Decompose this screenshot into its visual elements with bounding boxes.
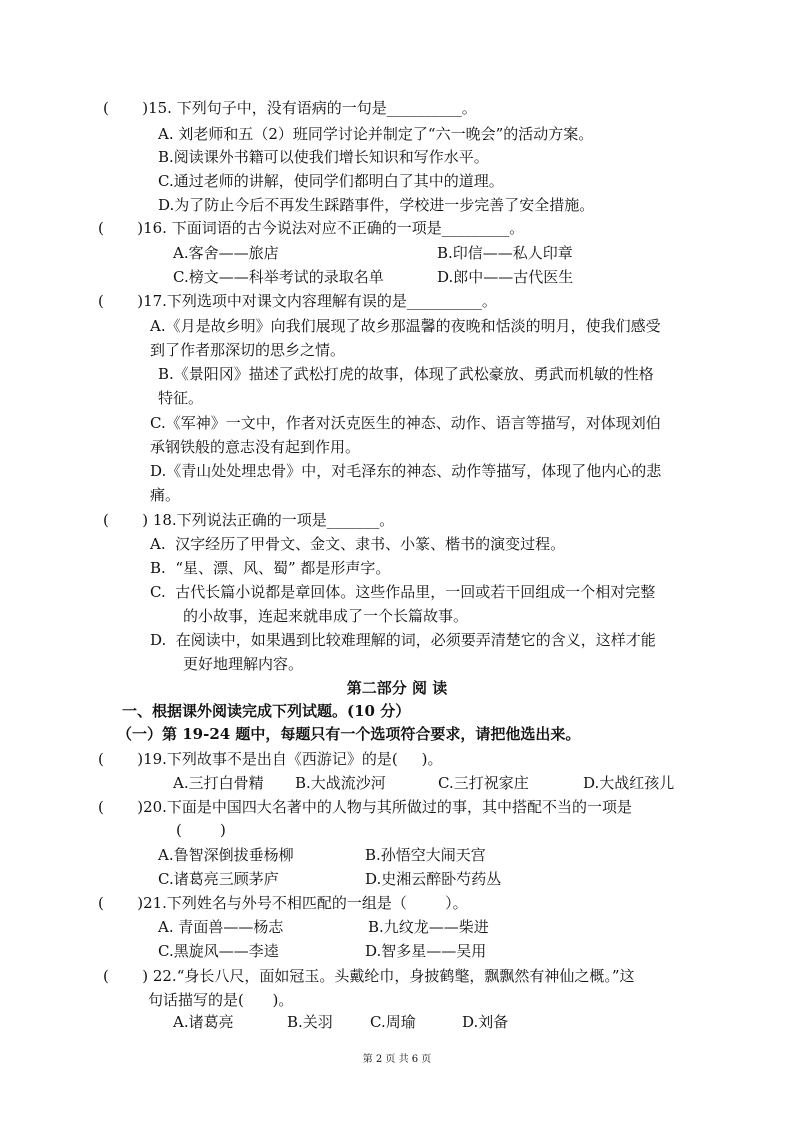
q15-option-b: B.阅读课外书籍可以使我们增长知识和写作水平。 (158, 148, 489, 166)
q18-option-d: D. 在阅读中，如果遇到比较难理解的词，必须要弄清楚它的含义，这样才能 (150, 631, 656, 649)
q22-stem-cont: 句话描写的是( )。 (148, 991, 294, 1009)
q15-option-d: D.为了防止今后不再发生踩踏事件，学校进一步完善了安全措施。 (158, 196, 595, 214)
q21-option-a: A. 青面兽——杨志 (158, 918, 284, 936)
q18-option-c-cont: 的小故事，连起来就串成了一个长篇故事。 (183, 607, 469, 625)
q22-option-c: C.周瑜 (370, 1013, 416, 1031)
q19-option-b: B.大战流沙河 (295, 774, 386, 792)
q17-option-c: C.《军神》一文中，作者对沃克医生的神态、动作、语言等描写，对体现刘伯 (150, 414, 661, 432)
q15-option-a: A. 刘老师和五（2）班同学讨论并制定了“六一晚会”的活动方案。 (158, 125, 594, 143)
q20-option-d: D.史湘云醉卧芍药丛 (365, 870, 502, 888)
q18-option-d-cont: 更好地理解内容。 (183, 655, 304, 673)
q16-option-d: D.郎中——古代医生 (437, 268, 574, 286)
q17-stem: ( )17.下列选项中对课文内容理解有误的是__________。 (98, 292, 497, 310)
q19-option-d: D.大战红孩儿 (583, 774, 675, 792)
q15-stem: ( )15. 下列句子中，没有语病的一句是__________。 (103, 99, 477, 117)
q20-stem: ( )20.下面是中国四大名著中的人物与其所做过的事，其中搭配不当的一项是 (98, 798, 632, 816)
q19-option-c: C.三打祝家庄 (438, 774, 529, 792)
q17-option-a: A.《月是故乡明》向我们展现了故乡那温馨的夜晚和恬淡的明月，使我们感受 (150, 317, 661, 335)
q17-option-b-cont: 特征。 (158, 389, 204, 407)
q18-option-c: C. 古代长篇小说都是章回体。这些作品里，一回或若干回组成一个相对完整 (150, 583, 656, 601)
q22-option-a: A.诸葛亮 (173, 1013, 234, 1031)
section-one-heading: 一、根据课外阅读完成下列试题。(10 分） (122, 702, 411, 720)
q20-option-b: B.孙悟空大闹天宫 (365, 846, 486, 864)
q16-stem: ( )16. 下面词语的古今说法对应不正确的一项是_________。 (98, 219, 525, 237)
q17-option-d-cont: 痛。 (150, 486, 181, 504)
q21-option-d: D.智多星——吴用 (365, 942, 487, 960)
q17-option-b: B.《景阳冈》描述了武松打虎的故事，体现了武松豪放、勇武而机敏的性格 (158, 365, 654, 383)
q22-option-b: B.关羽 (287, 1013, 333, 1031)
subsection-heading: （一）第 19-24 题中，每题只有一个选项符合要求，请把他选出来。 (117, 725, 581, 743)
q21-option-c: C.黑旋风——李逵 (158, 942, 279, 960)
q16-option-a: A.客舍——旅店 (173, 244, 279, 262)
part-two-title: 第二部分 阅 读 (346, 679, 448, 697)
q21-stem: ( )21.下列姓名与外号不相匹配的一组是（ ）。 (98, 894, 468, 912)
page-footer: 第 2 页 共 6 页 (362, 1054, 432, 1065)
q20-option-c: C.诸葛亮三顾茅庐 (158, 870, 279, 888)
q18-option-b: B. “星、漂、风、蜀” 都是形声字。 (150, 559, 391, 577)
q16-option-c: C.榜文——科举考试的录取名单 (173, 268, 384, 286)
q19-stem: ( )19.下列故事不是出自《西游记》的是( )。 (98, 750, 443, 768)
q16-option-b: B.印信——私人印章 (437, 244, 573, 262)
q22-stem: ( ) 22.“身长八尺，面如冠玉。头戴纶巾，身披鹤氅，飘飘然有神仙之概。”这 (103, 967, 635, 985)
q17-option-d: D.《青山处处埋忠骨》中，对毛泽东的神态、动作等描写，体现了他内心的悲 (150, 462, 662, 480)
q17-option-a-cont: 到了作者那深切的思乡之情。 (150, 341, 346, 359)
q19-option-a: A.三打白骨精 (173, 774, 264, 792)
q17-option-c-cont: 承钢铁般的意志没有起到作用。 (150, 438, 361, 456)
q22-option-d: D.刘备 (462, 1013, 509, 1031)
q18-option-a: A. 汉字经历了甲骨文、金文、隶书、小篆、楷书的演变过程。 (150, 535, 566, 553)
q15-option-c: C.通过老师的讲解，使同学们都明白了其中的道理。 (158, 172, 504, 190)
q18-stem: ( ) 18.下列说法正确的一项是_______。 (103, 511, 395, 529)
q21-option-b: B.九纹龙——柴进 (368, 918, 489, 936)
q20-option-a: A.鲁智深倒拔垂杨柳 (158, 846, 294, 864)
q20-answer-paren: ( ) (176, 821, 226, 839)
